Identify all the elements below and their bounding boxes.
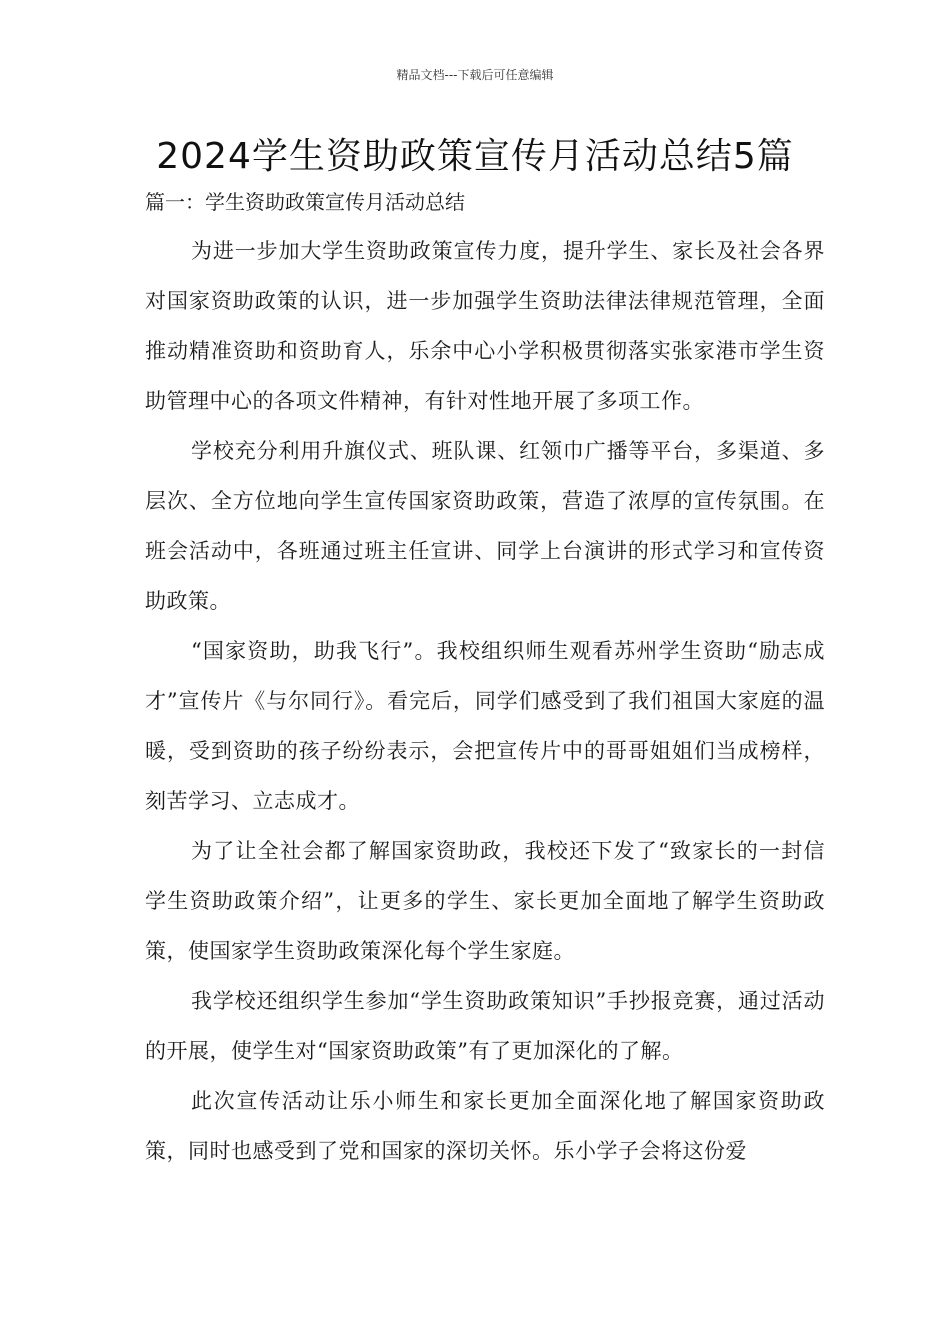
- paragraph: 为进一步加大学生资助政策宣传力度，提升学生、家长及社会各界对国家资助政策的认识，进一步加强学生资助法律法律规范管理，全面推动精准资助和资助育人，乐余中心小学积极贯彻落实张家港市学生资助管理中心的各项文件精神，有针对性地开展了多项工作。: [145, 239, 825, 413]
- document-body: [145, 226, 825, 1176]
- section-heading: 篇一：学生资助政策宣传月活动总结: [145, 190, 465, 214]
- paragraph: 为了让全社会都了解国家资助政，我校还下发了“致家长的一封信学生资助政策介绍”，让更多的学生、家长更加全面地了解学生资助政策，使国家学生资助政策深化每个学生家庭。: [145, 839, 825, 963]
- paragraph: 学校充分利用升旗仪式、班队课、红领巾广播等平台，多渠道、多层次、全方位地向学生宣传国家资助政策，营造了浓厚的宣传氛围。在班会活动中，各班通过班主任宣讲、同学上台演讲的形式学习和宣传资助政策。: [145, 439, 825, 613]
- paragraph: 此次宣传活动让乐小师生和家长更加全面深化地了解国家资助政策，同时也感受到了党和国家的深切关怀。乐小学子会将这份爱: [145, 1089, 825, 1163]
- paragraph: 我学校还组织学生参加“学生资助政策知识”手抄报竞赛，通过活动的开展，使学生对“国家资助政策”有了更加深化的了解。: [145, 989, 825, 1063]
- header-note: 精品文档---下载后可任意编辑: [396, 68, 554, 82]
- document-title: 2024学生资助政策宣传月活动总结5篇: [156, 136, 794, 177]
- paragraph: “国家资助，助我飞行”。我校组织师生观看苏州学生资助“励志成才”宣传片《与尔同行》。看完后，同学们感受到了我们祖国大家庭的温暖，受到资助的孩子纷纷表示，会把宣传片中的哥哥姐姐们当成榜样，刻苦学习、立志成才。: [145, 639, 825, 813]
